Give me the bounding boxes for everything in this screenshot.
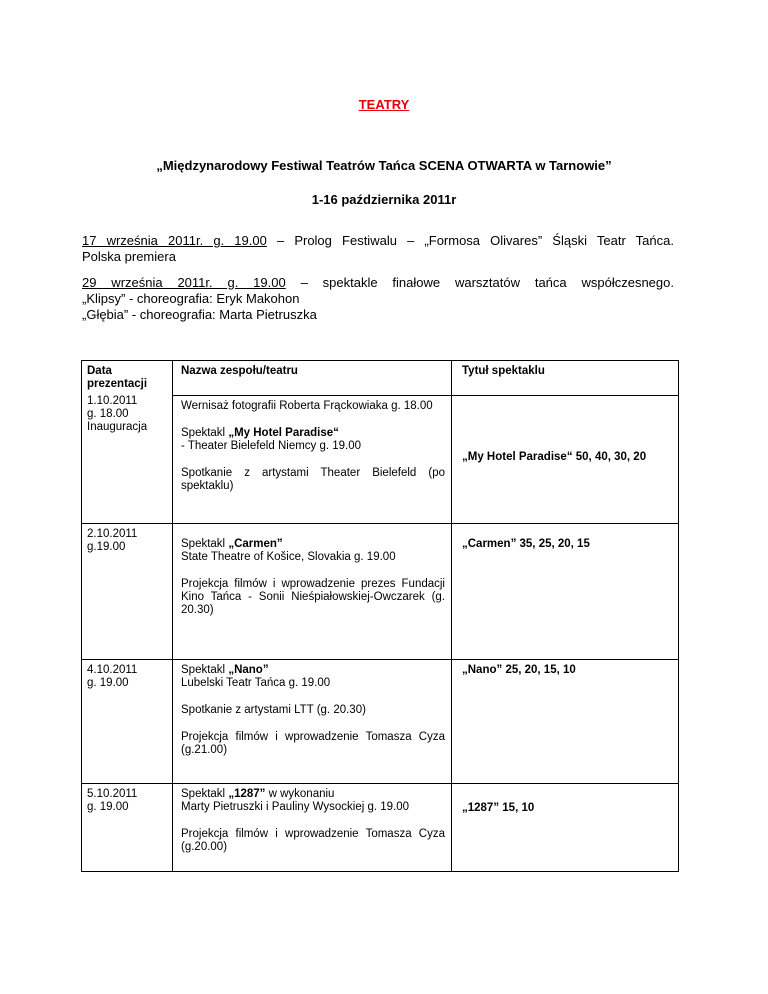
event-show-title: „Nano” — [228, 663, 269, 676]
note-line: Inauguracja — [87, 421, 148, 433]
header-date: Data prezentacji — [82, 361, 173, 396]
event-show-title: „My Hotel Paradise“ — [228, 426, 339, 439]
row-events — [173, 523, 452, 659]
event-detail: Marty Pietruszki i Pauliny Wysockiej g. 19.00 — [181, 800, 410, 813]
festival-title: „Międzynarodowy Festiwal Teatrów Tańca SCENA OTWARTA w Tarnowie” — [156, 158, 612, 173]
event-prefix: Spektakl — [181, 426, 229, 439]
event-item — [181, 788, 445, 814]
event-item: Projekcja filmów i wprowadzenie prezes Fundacji Kino Tańca - Sonii Nieśpiałowskiej-Owczarek (g. 20.30) — [181, 577, 445, 616]
event-item: Projekcja filmów i wprowadzenie Tomasza Cyza (g.21.00) — [181, 730, 445, 756]
intro-paragraph-prolog — [82, 233, 674, 265]
intro-line — [82, 275, 674, 291]
date-line: 1.10.2011 — [87, 395, 138, 407]
date-line: 5.10.2011 — [87, 787, 138, 800]
event-prefix: Spektakl — [181, 537, 229, 550]
row-events — [173, 395, 452, 523]
program-table — [81, 360, 679, 872]
event-item — [181, 538, 445, 564]
event-prefix-2: w wykonaniu — [265, 787, 335, 800]
row-title — [452, 659, 679, 783]
date-line: 4.10.2011 — [87, 663, 138, 676]
header-name: Nazwa zespołu/teatru — [173, 361, 452, 396]
row-title — [452, 395, 679, 523]
intro-line-2: Polska premiera — [82, 249, 176, 264]
row-date — [82, 523, 173, 659]
table-row — [82, 395, 679, 523]
event-item: Wernisaż fotografii Roberta Frąckowiaka g. 18.00 — [181, 399, 433, 412]
time-line: g.19.00 — [87, 540, 126, 553]
event-item — [181, 664, 445, 690]
table-row — [82, 783, 679, 872]
event-detail: - Theater Bielefeld Niemcy g. 19.00 — [181, 439, 362, 452]
event-prefix: Spektakl — [181, 663, 229, 676]
row-title — [452, 783, 679, 872]
event-detail: Lubelski Teatr Tańca g. 19.00 — [181, 676, 331, 689]
row-date — [82, 395, 173, 523]
event-item: Spotkanie z artystami Theater Bielefeld (po spektaklu) — [181, 466, 445, 492]
festival-dates: 1-16 października 2011r — [311, 192, 457, 207]
table-row — [82, 523, 679, 659]
row-events — [173, 783, 452, 872]
intro-line — [82, 233, 674, 249]
event-item: Projekcja filmów i wprowadzenie Tomasza Cyza (g.20.00) — [181, 827, 445, 853]
show-title: „Carmen” 35, 25, 20, 15 — [462, 537, 590, 550]
intro-date: 29 września 2011r. g. 19.00 — [82, 275, 286, 290]
intro-line-3: „Głębia” - choreografia: Marta Pietruszka — [82, 307, 317, 322]
time-line: g. 19.00 — [87, 676, 129, 689]
intro-date: 17 września 2011r. g. 19.00 — [82, 233, 267, 248]
show-title: „Nano” 25, 20, 15, 10 — [462, 663, 576, 676]
intro-text: – Prolog Festiwalu – „Formosa Olivares” Śląski Teatr Tańca. — [266, 233, 674, 248]
date-line: 2.10.2011 — [87, 527, 138, 540]
row-date — [82, 783, 173, 872]
row-title — [452, 523, 679, 659]
show-title: „My Hotel Paradise“ 50, 40, 30, 20 — [462, 450, 647, 463]
event-item: Spotkanie z artystami LTT (g. 20.30) — [181, 703, 366, 716]
event-item — [181, 427, 445, 453]
event-show-title: „Carmen” — [228, 537, 283, 550]
time-line: g. 19.00 — [87, 800, 129, 813]
header-title: Tytuł spektaklu — [452, 361, 679, 396]
table-row — [82, 659, 679, 783]
intro-paragraph-workshop — [82, 275, 674, 323]
row-date — [82, 659, 173, 783]
event-detail: State Theatre of Košice, Slovakia g. 19.00 — [181, 550, 396, 563]
event-prefix: Spektakl — [181, 787, 229, 800]
intro-line-2: „Klipsy” - choreografia: Eryk Makohon — [82, 291, 300, 306]
row-events — [173, 659, 452, 783]
event-show-title: „1287” — [228, 787, 266, 800]
table-header-row — [82, 361, 679, 396]
show-title: „1287” 15, 10 — [462, 801, 535, 814]
page-heading: TEATRY — [358, 97, 410, 112]
time-line: g. 18.00 — [87, 408, 129, 420]
intro-text: – spektakle finałowe warsztatów tańca współczesnego. — [285, 275, 674, 290]
